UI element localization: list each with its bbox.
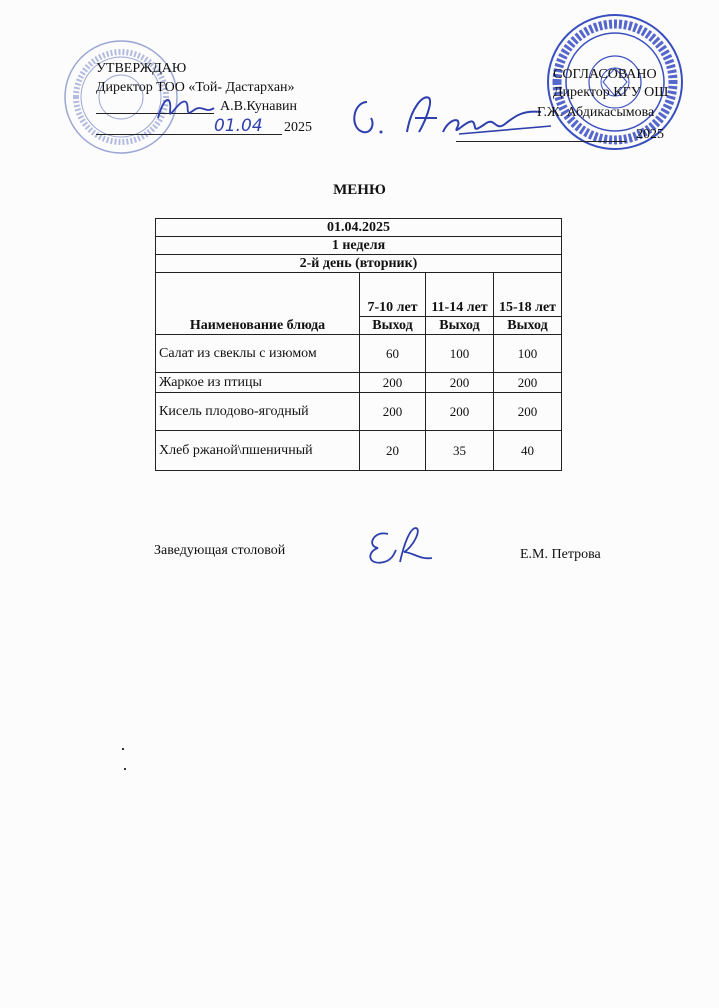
yield-value: 100 — [494, 335, 562, 373]
canteen-head-signature — [360, 522, 438, 570]
age-header: 7-10 лет — [360, 273, 426, 317]
agree-position: Директор КГУ ОШ — [553, 85, 669, 100]
yield-value: 20 — [360, 431, 426, 471]
dish-name: Салат из свеклы с изюмом — [156, 335, 360, 373]
table-row — [156, 373, 562, 393]
approve-date-handwritten: 01.04 — [214, 116, 263, 136]
approve-position: Директор ТОО «Той- Дастархан» — [96, 80, 295, 95]
yield-header: Выход — [426, 317, 494, 335]
agree-name: Г.Ж. Абдикасымова — [537, 105, 655, 120]
yield-value: 60 — [360, 335, 426, 373]
age-header: 11-14 лет — [426, 273, 494, 317]
director-signature — [150, 88, 220, 128]
footer-name: Е.М. Петрова — [520, 547, 601, 562]
menu-date: 01.04.2025 — [156, 219, 562, 237]
table-row — [156, 431, 562, 471]
yield-value: 200 — [426, 373, 494, 393]
table-row — [156, 335, 562, 373]
dish-name-header: Наименование блюда — [156, 273, 360, 335]
agree-title: СОГЛАСОВАНО — [553, 67, 657, 82]
agree-year: 2025 — [636, 127, 664, 142]
yield-header: Выход — [494, 317, 562, 335]
menu-title: МЕНЮ — [333, 182, 386, 198]
yield-value: 200 — [360, 393, 426, 431]
menu-table — [155, 218, 562, 471]
yield-header: Выход — [360, 317, 426, 335]
yield-value: 200 — [360, 373, 426, 393]
yield-value: 200 — [494, 373, 562, 393]
age-header: 15-18 лет — [494, 273, 562, 317]
speck — [122, 748, 124, 750]
yield-value: 200 — [494, 393, 562, 431]
footer-position: Заведующая столовой — [154, 543, 286, 558]
yield-value: 40 — [494, 431, 562, 471]
agree-signature — [345, 88, 560, 148]
approve-year: 2025 — [284, 120, 312, 135]
approve-title: УТВЕРЖДАЮ — [96, 61, 187, 76]
yield-value: 35 — [426, 431, 494, 471]
speck — [124, 768, 126, 770]
dish-name: Жаркое из птицы — [156, 373, 360, 393]
approve-name: А.В.Кунавин — [220, 99, 298, 114]
menu-day: 2-й день (вторник) — [156, 255, 562, 273]
table-row — [156, 393, 562, 431]
yield-value: 100 — [426, 335, 494, 373]
agree-date-line — [456, 141, 626, 142]
yield-value: 200 — [426, 393, 494, 431]
dish-name: Хлеб ржаной\пшеничный — [156, 431, 360, 471]
menu-week: 1 неделя — [156, 237, 562, 255]
dish-name: Кисель плодово-ягодный — [156, 393, 360, 431]
